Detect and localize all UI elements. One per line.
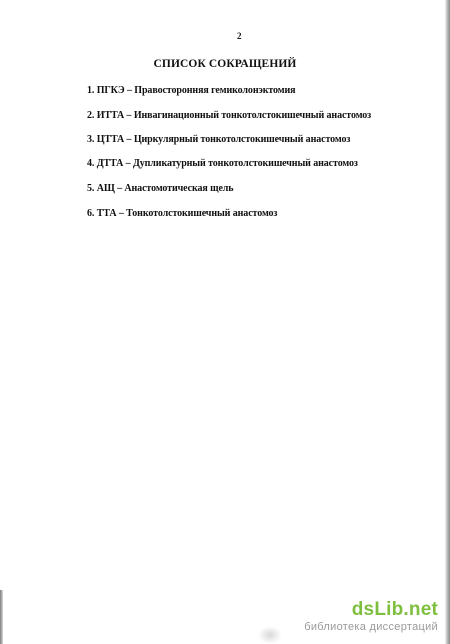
scan-smudge (258, 626, 282, 644)
list-item: 2. ИТТА – Инвагинационный тонкотолстокишечный анастомоз (87, 110, 372, 121)
list-item: 5. АЩ – Анастомотическая щель (87, 183, 234, 194)
page-number: 2 (237, 31, 242, 41)
list-item: 6. ТТА – Тонкотолстокишечный анастомоз (87, 208, 278, 219)
list-item: 4. ДТТА – Дупликатурный тонкотолстокишечный анастомоз (87, 158, 358, 169)
watermark-logo[interactable]: dsLib.net (351, 599, 438, 620)
list-item: 1. ПГКЭ – Правосторонняя гемиколонэктомия (87, 85, 296, 96)
watermark-subtitle: библиотека диссертаций (304, 621, 438, 633)
page-title: СПИСОК СОКРАЩЕНИЙ (153, 58, 297, 70)
scan-page-edge (445, 0, 450, 644)
list-item: 3. ЦТТА – Циркулярный тонкотолстокишечный анастомоз (87, 134, 351, 145)
scan-page-edge-left (0, 590, 3, 644)
watermark[interactable] (304, 600, 438, 634)
